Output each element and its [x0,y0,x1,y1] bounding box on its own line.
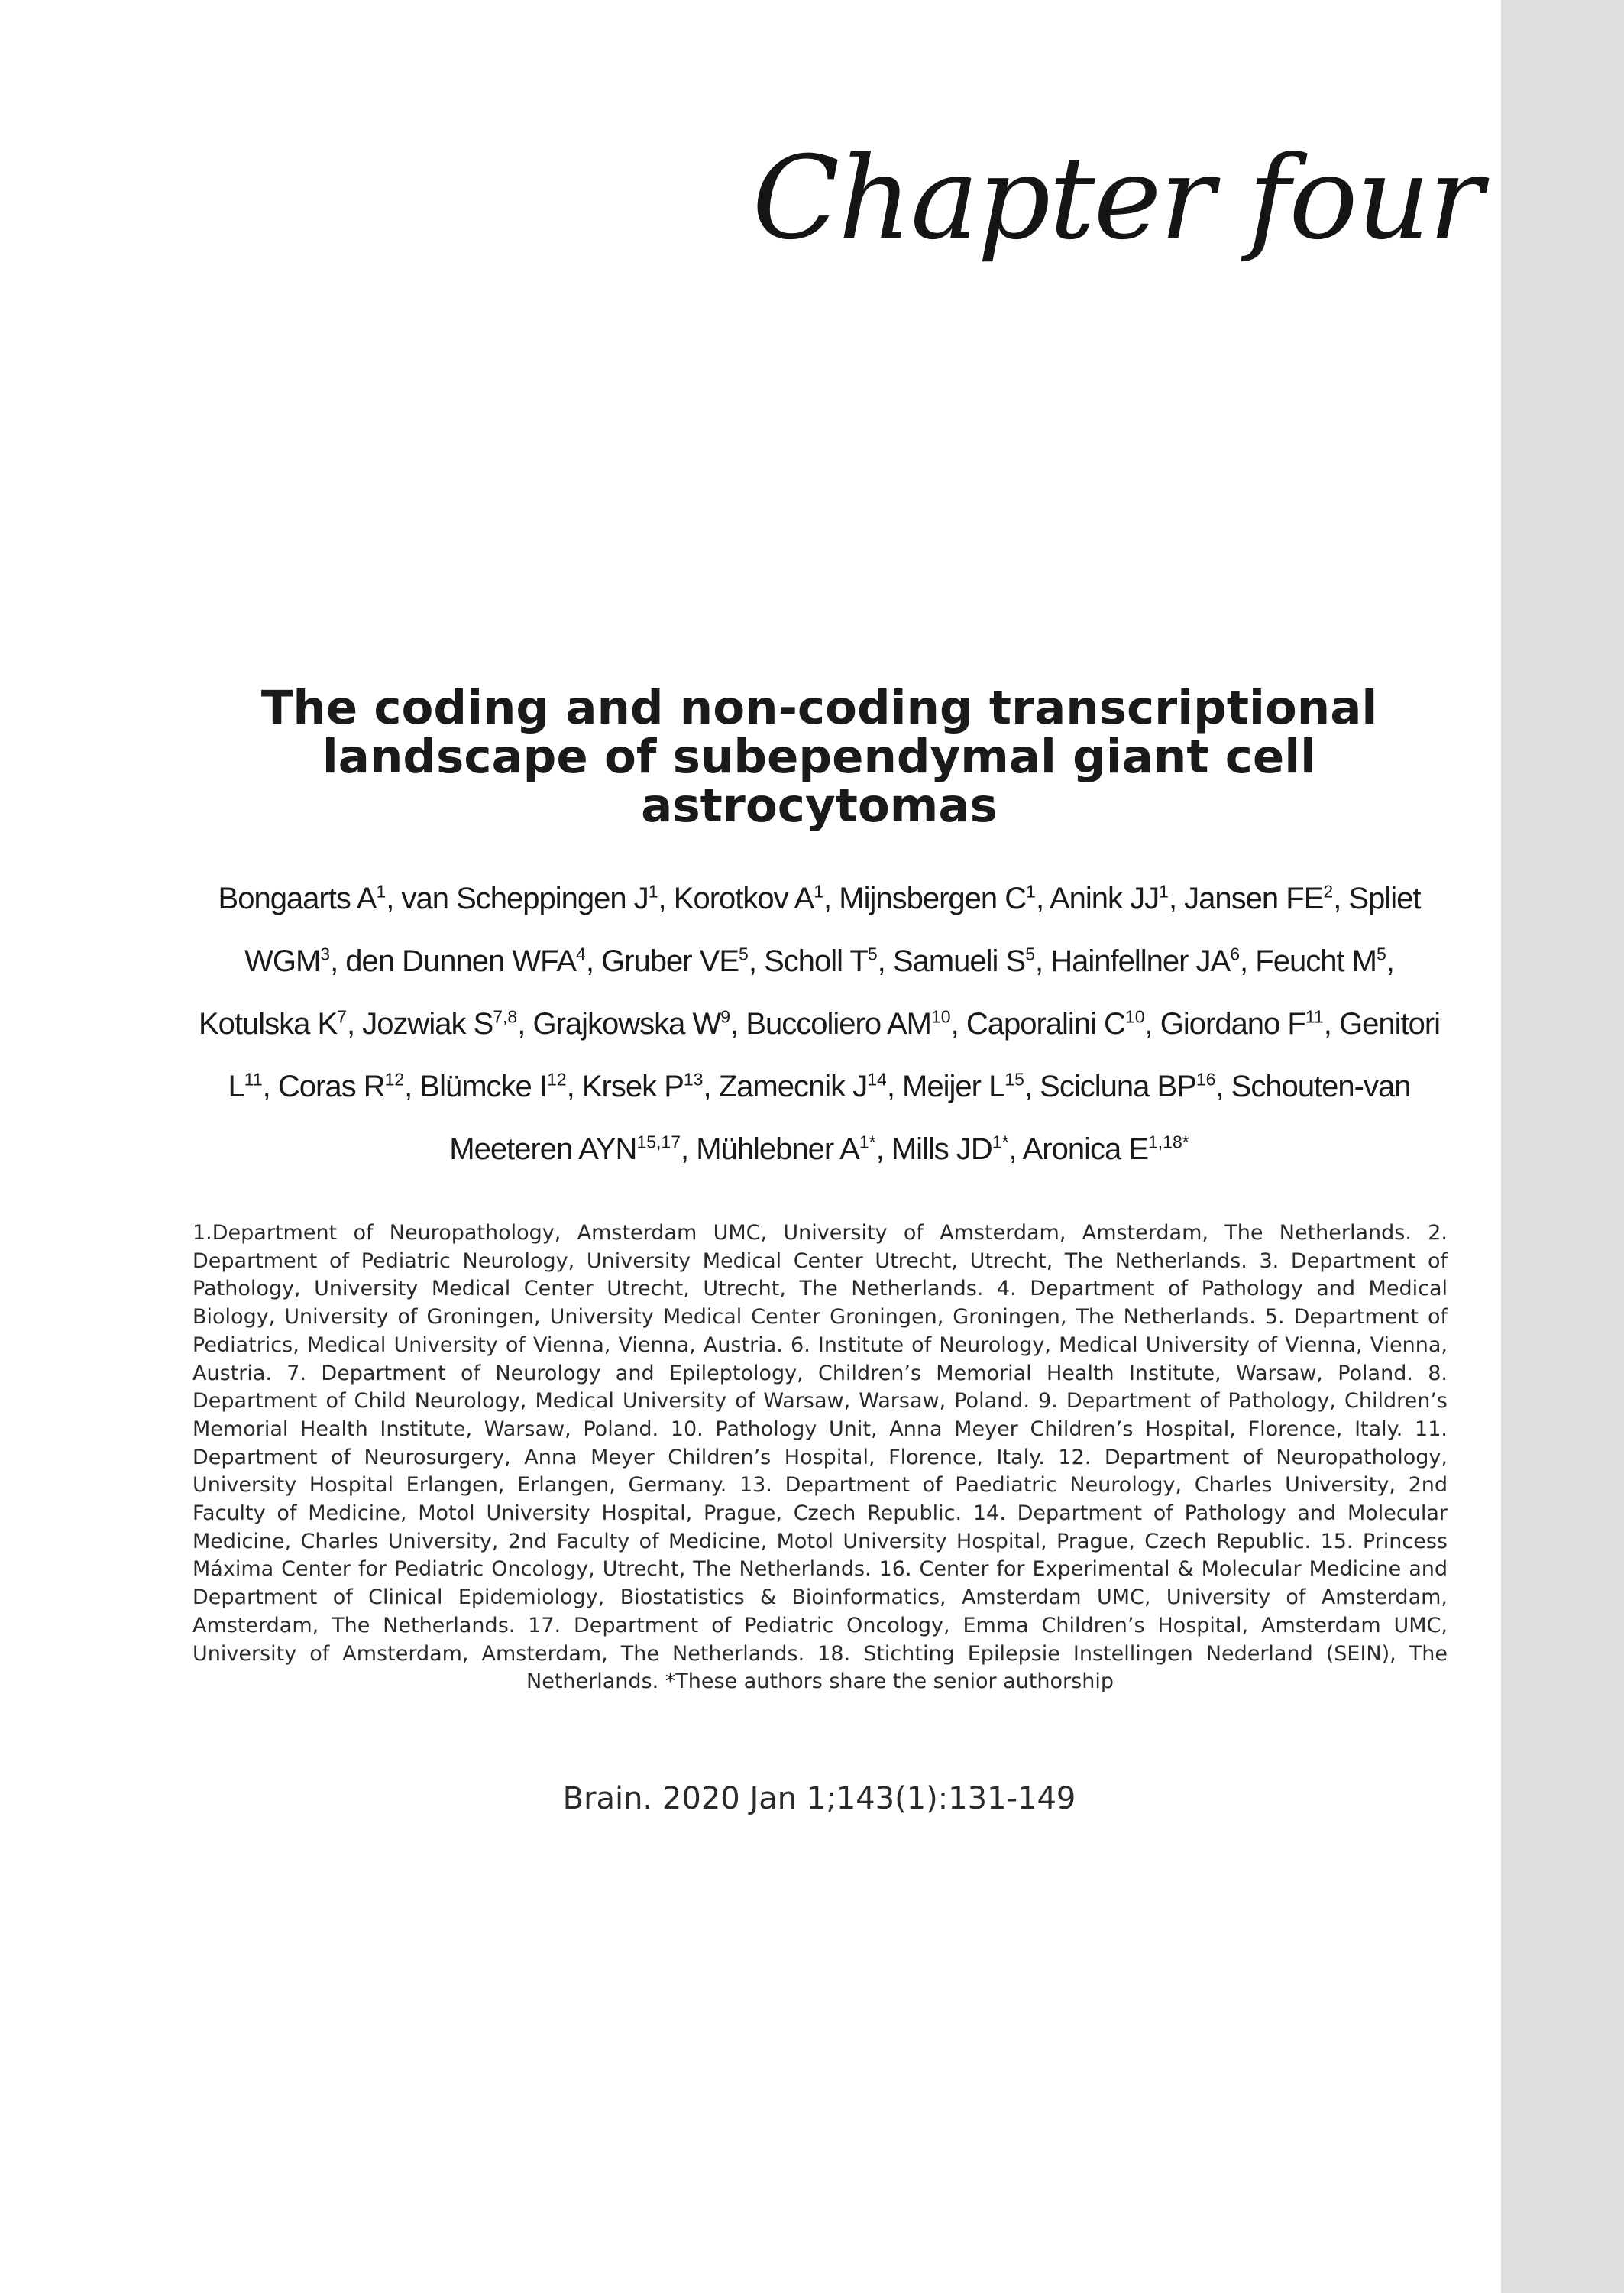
author-name: Anink JJ [1049,882,1160,915]
author-name: Scholl T [764,944,868,978]
author-name: Krsek P [581,1070,684,1103]
author [1184,882,1333,915]
author [674,882,823,915]
author [893,944,1035,978]
author-affiliation-number: 1 [1026,881,1036,902]
author-affiliation-number: 7,8 [493,1006,518,1027]
author [218,882,387,915]
chapter-heading: Chapter four [752,132,1482,265]
author-affiliation-number: 9 [720,1006,731,1027]
author-name: Zamecnik J [718,1070,868,1103]
author-affiliation-number: 7 [337,1006,347,1027]
author-list: Bongaarts $A^1$, van Scheppingen $J^1$, Korotkov $A^1$, Mijnsbergen $C^1$, Anink $JJ^1$, Jansen $FE^2$, Spliet WGM$^3$, den Dunnen WFA$^4$, Gruber $VE^5$, Scholl $T^5$, Samueli $S^5$, Hainfellner $JA^6$, Feucht $M^5$, Kotulska $K^7$, Jozwiak S$^{7,8}$, Grajkowska $W^9$, Buccoliero AM$^{10}$, Caporalini $C^{10}$, Giordano $F^{11}$, Genitori $L^{11}$, Coras $R^{12}$, Blümcke $I^{12}$, Krsek $P^{13}$, Zamecnik $J^{14}$, Meijer $L^{15}$, Scicluna BP$^{16}$, Schouten-van Meeteren AYN$^{15,17}$, Mühlebner $A^{1*}$, Mills $JD^{1*}$, Aronica $E^{1,18*}$ [198,881,1441,1166]
author-name: Coras R [277,1070,385,1103]
author-name: Feucht M [1255,944,1377,978]
author [891,1132,1009,1166]
author-name: Grajkowska W [532,1007,721,1041]
author-affiliation-number: 5 [1025,944,1035,964]
author-affiliation-number: 11 [1305,1006,1324,1027]
author-affiliation-number: 1* [992,1132,1009,1152]
author-affiliation-number: 4 [576,944,586,964]
author-affiliation-number: 1* [859,1132,876,1152]
author-affiliation-number: 11 [244,1069,263,1090]
paper-title: The coding and non-coding transcriptional landscape of subependymal giant cell astrocytomas [260,681,1378,833]
author-name: Jozwiak S [362,1007,493,1041]
affiliations: 1.Department of Neuropathology, Amsterdam UMC, University of Amsterdam, Amsterdam, The Netherlands. 2. Department of Pediatric Neurology, University Medical Center Utrecht, Utrecht, The Netherlands. 3. Department of Pathology, University Medical Center Utrecht, Utrecht, The Netherlands. 4. Department of Pathology and Medical Biology, University of Groningen, University Medical Center Groningen, Groningen, The Netherlands. 5. Department of Pediatrics, Medical University of Vienna, Vienna, Austria. 6. Institute of Neurology, Medical University of Vienna, Vienna, Austria. 7. Department of Neurology and Epileptology, Children’s Memorial Health Institute, Warsaw, Poland. 8. Department of Child Neurology, Medical University of Warsaw, Warsaw, Poland. 9. Department of Pathology, Children’s Memorial Health Institute, Warsaw, Poland. 10. Pathology Unit, Anna Meyer Children’s Hospital, Florence, Italy. 11. Department of Neurosurgery, Anna Meyer Children’s Hospital, Florence, Italy. 12. Department of Neuropathology, University Hospital Erlangen, Erlangen, Germany. 13. Department of Paediatric Neurology, Charles University, 2nd Faculty of Medicine, Motol University Hospital, Prague, Czech Republic. 14. Department of Pathology and Molecular Medicine, Charles University, 2nd Faculty of Medicine, Motol University Hospital, Prague, Czech Republic. 15. Princess Máxima Center for Pediatric Oncology, Utrecht, The Netherlands. 16. Center for Experimental & Molecular Medicine and Department of Clinical Epidemiology, Biostatistics & Bioinformatics, Amsterdam UMC, University of Amsterdam, Amsterdam, The Netherlands. 17. Department of Pediatric Oncology, Emma Children’s Hospital, Amsterdam UMC, University of Amsterdam, Amsterdam, The Netherlands. 18. Stichting Epilepsie Instellingen Nederland (SEIN), The Netherlands. *These authors share the senior authorship [192,1221,1448,1694]
author-affiliation-number: 6 [1230,944,1241,964]
author [1023,1132,1189,1166]
author [362,1007,517,1041]
author-affiliation-number: 15 [1004,1069,1024,1090]
author [419,1070,566,1103]
author [696,1132,875,1166]
author [532,1007,730,1041]
author-name: Mijnsbergen C [839,882,1027,915]
author-name: Mühlebner A [696,1132,859,1166]
author-affiliation-number: 14 [867,1069,887,1090]
author-affiliation-number: 1 [376,881,387,902]
author [199,1007,347,1041]
author-affiliation-number: 1,18* [1148,1132,1189,1152]
author [401,882,658,915]
author [601,944,749,978]
author-name: Blümcke I [419,1070,548,1103]
author [1040,1070,1215,1103]
citation: Brain. 2020 Jan 1;143(1):131-149 [562,1781,1076,1816]
author-affiliation-number: 1 [814,881,824,902]
author-affiliation-number: 1 [1159,881,1169,902]
author-affiliation-number: 16 [1195,1069,1216,1090]
author-affiliation-number: 1 [648,881,658,902]
author-name: Gruber VE [601,944,739,978]
author-affiliation-number: 5 [1377,944,1386,964]
author-name: Genitori L [228,1007,1441,1103]
author-name: Mills JD [891,1132,992,1166]
author-name: Giordano F [1160,1007,1305,1041]
author [1255,944,1386,978]
author-affiliation-number: 2 [1323,881,1334,902]
author-name: Korotkov A [673,882,814,915]
author-name: Scicluna BP [1040,1070,1196,1103]
author-name: Jansen FE [1184,882,1324,915]
author [278,1070,404,1103]
author-affiliation-number: 15,17 [636,1132,681,1152]
author-name: Samueli S [892,944,1026,978]
author [764,944,878,978]
author-name: Aronica E [1022,1132,1148,1166]
author-affiliation-number: 5 [867,944,878,964]
author-affiliation-number: 12 [547,1069,567,1090]
author-name: Bongaarts A [218,882,377,915]
author-name: Buccoliero AM [746,1007,931,1041]
author [902,1070,1024,1103]
author-name: Meijer L [902,1070,1005,1103]
author [1050,882,1169,915]
author [966,1007,1145,1041]
author [582,1070,704,1103]
author-name: Hainfellner JA [1050,944,1231,978]
author-affiliation-number: 3 [320,944,331,964]
author-affiliation-number: 5 [739,944,749,964]
author-affiliation-number: 10 [1124,1006,1145,1027]
author-name: Spliet WGM [244,882,1421,978]
author-name: Schouten-van Meeteren AYN [449,1070,1411,1166]
author-name: van Scheppingen J [401,882,649,915]
author [345,944,586,978]
author-affiliation-number: 12 [384,1069,405,1090]
author [746,1007,950,1041]
author [1160,1007,1324,1041]
author [839,882,1036,915]
author [719,1070,887,1103]
author-name: Caporalini C [966,1007,1125,1041]
page-edge-band [1501,0,1624,2293]
author-name: Kotulska K [198,1007,338,1041]
author-name: den Dunnen WFA [345,944,577,978]
author-affiliation-number: 10 [930,1006,951,1027]
author [1050,944,1240,978]
author-affiliation-number: 13 [683,1069,704,1090]
